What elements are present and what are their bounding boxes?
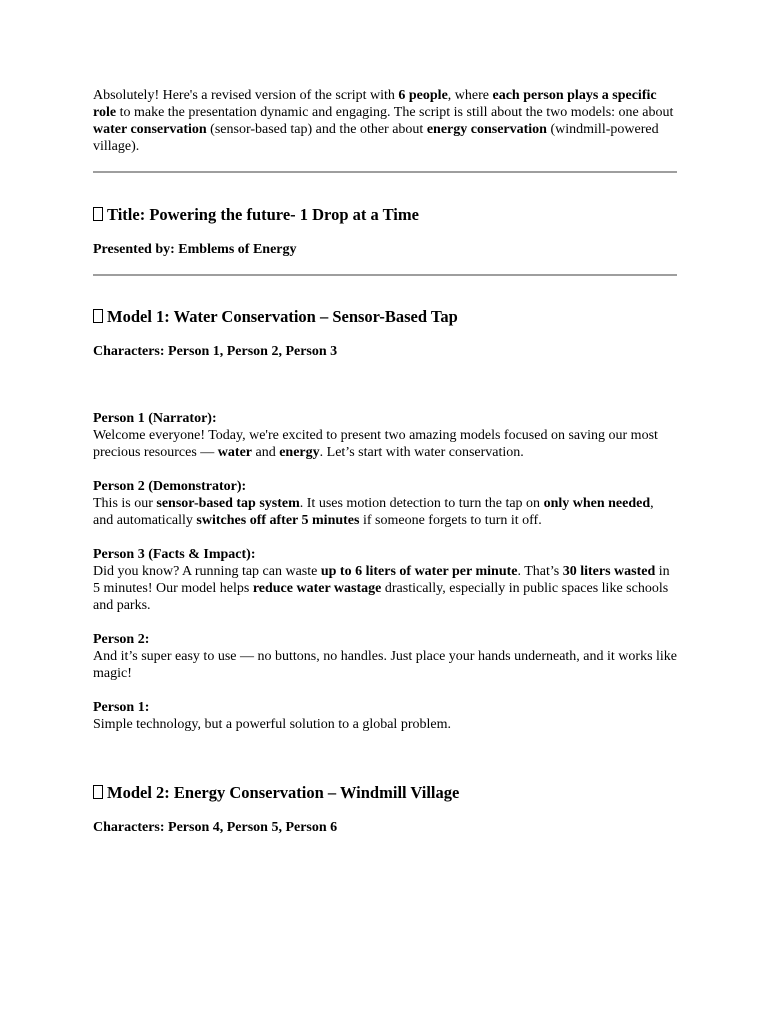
intro-text: , where — [447, 88, 493, 103]
presented-by: Presented by: Emblems of Energy — [93, 242, 297, 257]
script-line — [93, 427, 677, 461]
intro-text: Absolutely! Here's a revised version of the script with — [93, 88, 399, 103]
script-line — [93, 563, 677, 614]
horizontal-rule — [93, 171, 677, 173]
script-speaker — [93, 478, 677, 495]
model2-characters: Characters: Person 4, Person 5, Person 6 — [93, 820, 338, 835]
speaker-label: Person 2 (Demonstrator): — [93, 479, 247, 494]
line-text: if someone forgets to turn it off. — [359, 513, 542, 528]
intro-text: (sensor-based tap) and the other about — [206, 122, 427, 137]
line-bold-text: water — [217, 445, 252, 460]
speaker-label: Person 3 (Facts & Impact): — [93, 547, 256, 562]
speaker-label: Person 2: — [93, 632, 150, 647]
speaker-label: Person 1: — [93, 700, 150, 715]
script-speaker — [93, 546, 677, 563]
model1-heading — [93, 307, 677, 327]
script-speaker — [93, 410, 677, 427]
title-heading — [93, 205, 677, 225]
line-bold-text: only when needed — [543, 496, 651, 511]
intro-bold-text: each person plays a specific role — [93, 88, 657, 120]
line-text: in 5 minutes! Our model helps — [93, 564, 670, 596]
script-speaker — [93, 699, 677, 716]
line-text: Welcome everyone! Today, we're excited to present two amazing models focused on saving our most precious resources — — [93, 428, 658, 460]
intro-text: to make the presentation dynamic and engaging. The script is still about the two models: one about — [116, 105, 674, 120]
line-text: . It uses motion detection to turn the tap on — [299, 496, 544, 511]
missing-glyph-icon — [93, 309, 103, 323]
line-text: and — [252, 445, 280, 460]
script-line: And it’s super easy to use — no buttons, no handles. Just place your hands underneath, and it works like magic! — [93, 649, 678, 681]
intro-bold-text: water conservation — [93, 122, 207, 137]
line-bold-text: reduce water wastage — [252, 581, 382, 596]
intro-bold-text: energy conservation — [426, 122, 547, 137]
intro-paragraph — [93, 87, 677, 155]
line-text: . Let’s start with water conservation. — [319, 445, 524, 460]
line-bold-text: switches off after 5 minutes — [196, 513, 360, 528]
line-text: , and automatically — [93, 496, 654, 528]
script-line — [93, 495, 677, 529]
script-speaker — [93, 631, 677, 648]
model1-heading-text: Model 1: Water Conservation – Sensor-Based Tap — [107, 307, 458, 326]
missing-glyph-icon — [93, 207, 103, 221]
title-text: Title: Powering the future- 1 Drop at a Time — [107, 205, 419, 224]
intro-text: (windmill-powered village). — [93, 122, 659, 154]
speaker-label: Person 1 (Narrator): — [93, 411, 217, 426]
horizontal-rule — [93, 274, 677, 276]
line-text: This is our — [93, 496, 157, 511]
line-bold-text: 30 liters wasted — [562, 564, 656, 579]
script-line: Simple technology, but a powerful solution to a global problem. — [93, 717, 451, 732]
line-text: drastically, especially in public spaces like schools and parks. — [93, 581, 669, 613]
missing-glyph-icon — [93, 785, 103, 799]
line-bold-text: sensor-based tap system — [156, 496, 300, 511]
line-bold-text: energy — [279, 445, 320, 460]
intro-bold-text: 6 people — [398, 88, 448, 103]
line-bold-text: up to 6 liters of water per minute — [320, 564, 518, 579]
line-text: . That’s — [517, 564, 563, 579]
model1-characters: Characters: Person 1, Person 2, Person 3 — [93, 344, 338, 359]
model2-heading — [93, 783, 677, 803]
document-page — [93, 87, 677, 836]
line-text: Did you know? A running tap can waste — [93, 564, 321, 579]
model2-heading-text: Model 2: Energy Conservation – Windmill Village — [107, 783, 460, 802]
